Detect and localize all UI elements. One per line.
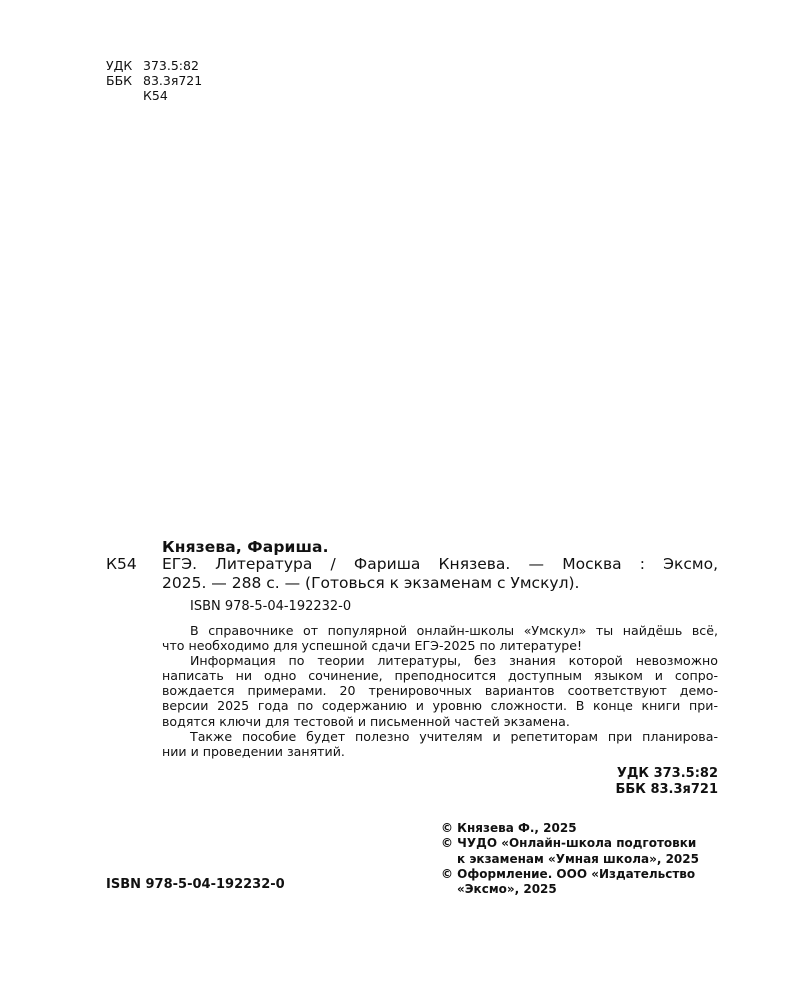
- isbn-bottom: ISBN 978-5-04-192232-0: [106, 877, 285, 892]
- copyright-line: «Эксмо», 2025: [457, 882, 557, 897]
- bbk-label: ББК: [106, 73, 133, 88]
- annotation-line: версии 2025 года по содержанию и уровню сложности. В конце книги при-: [162, 698, 718, 714]
- title-line: 2025. — 288 с. — (Готовься к экзаменам с Умскул).: [162, 574, 580, 592]
- annotation-line: написать ни одно сочинение, преподносится доступным языком и сопро-: [162, 668, 718, 684]
- copyright-line: к экзаменам «Умная школа», 2025: [457, 851, 699, 866]
- annotation-line: нии и проведении занятий.: [162, 743, 345, 759]
- udk-label: УДК: [106, 58, 133, 73]
- copyright-line: © ЧУДО «Онлайн-школа подготовки: [441, 836, 697, 851]
- isbn-record: ISBN 978-5-04-192232-0: [190, 599, 352, 614]
- annotation-line: Также пособие будет полезно учителям и репетиторам при планирова-: [190, 728, 718, 744]
- bbk-value: 83.3я721: [143, 73, 203, 88]
- copyright-line: © Князева Ф., 2025: [441, 821, 577, 835]
- bbk-row: [106, 73, 202, 88]
- annotation-line: водятся ключи для тестовой и письменной частей экзамена.: [162, 713, 570, 729]
- copyright-line: © Оформление. ООО «Издательство: [441, 866, 696, 881]
- udk-row: [106, 58, 202, 73]
- bibliographic-description: [162, 555, 718, 593]
- bbk-bottom: ББК 83.3я721: [615, 782, 718, 797]
- annotation-line: что необходимо для успешной сдачи ЕГЭ-2025 по литературе!: [162, 638, 583, 654]
- bottom-classification: [615, 766, 718, 798]
- annotation: [162, 623, 718, 759]
- udk-bottom: УДК 373.5:82: [616, 766, 718, 781]
- classification-codes: [106, 58, 202, 103]
- author-mark-row: [106, 88, 202, 103]
- title-line: ЕГЭ. Литература / Фариша Князева. — Москва : Эксмо,: [162, 555, 718, 573]
- annotation-line: В справочнике от популярной онлайн-школы «Умскул» ты найдёшь всё,: [190, 623, 718, 638]
- author-mark: К54: [106, 555, 137, 573]
- copyright-block: [441, 821, 699, 897]
- annotation-line: вождается примерами. 20 тренировочных вариантов соответствуют демо-: [162, 683, 718, 699]
- udk-value: 373.5:82: [143, 58, 199, 73]
- author-heading: Князева, Фариша.: [162, 538, 329, 556]
- author-mark-top: К54: [143, 88, 168, 103]
- annotation-line: Информация по теории литературы, без знания которой невозможно: [190, 653, 718, 669]
